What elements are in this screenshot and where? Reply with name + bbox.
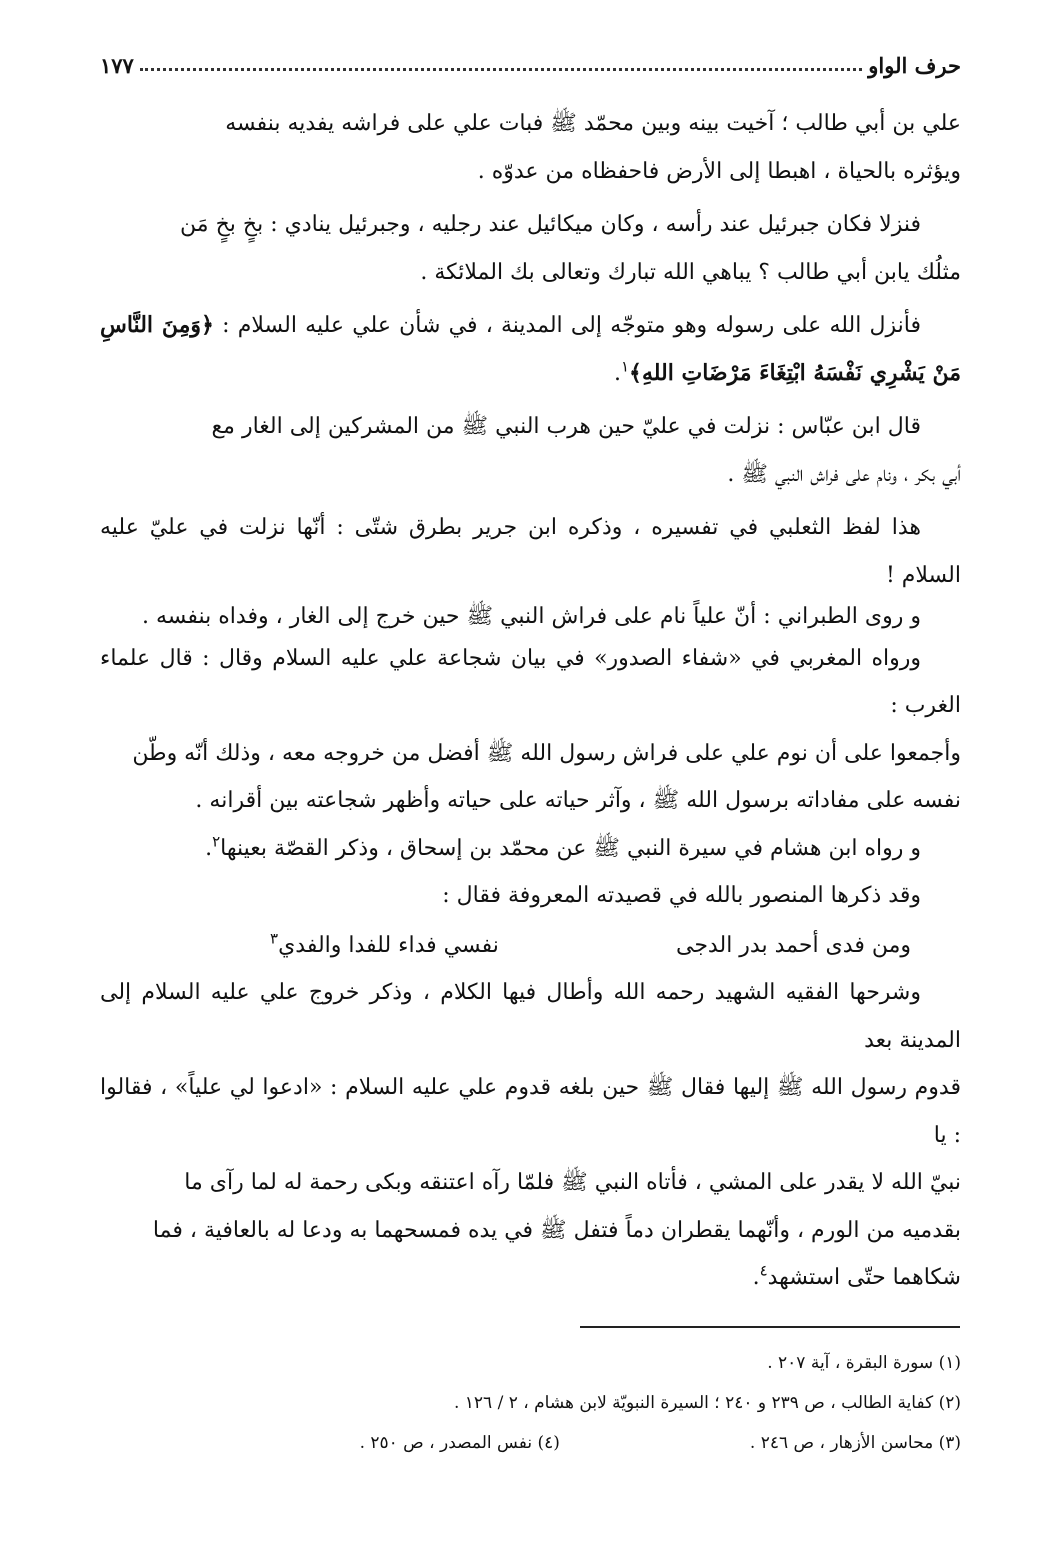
poem-verse xyxy=(100,922,961,970)
paragraph-text: و رواه ابن هشام في سيرة النبي ﷺ عن محمّد بن إسحاق ، وذكر القصّة بعينها xyxy=(220,835,921,861)
footnote-row xyxy=(100,1423,961,1463)
paragraph: فأنزل الله على رسوله وهو متوجّه إلى المدينة ، في شأن علي عليه السلام : ﴿وَمِنَ النَّاسِ مَنْ يَشْرِي نَفْسَهُ ابْتِغَاءَ مَرْضَاتِ اللهِ﴾$^١$. xyxy=(100,312,961,386)
paragraph: ويؤثره بالحياة ، اهبطا إلى الأرض فاحفظاه من عدوّه . xyxy=(477,158,961,184)
paragraph: بقدميه من الورم ، وأنّهما يقطران دماً فتفل ﷺ في يده فمسحهما به ودعا له بالعافية ، فما xyxy=(152,1217,961,1243)
footnote-separator xyxy=(580,1326,960,1328)
header-dot-leader xyxy=(140,68,862,71)
paragraph: أبي بكر ، ونام على فراش النبي ﷺ . xyxy=(727,461,961,487)
page-number: ١٧٧ xyxy=(100,53,134,78)
paragraph: ورواه المغربي في «شفاء الصدور» في بيان شجاعة علي عليه السلام وقال : قال علماء الغرب : xyxy=(100,645,961,718)
footnote: (٢) كفاية الطالب ، ص ٢٣٩ و ٢٤٠ ؛ السيرة النبويّة لابن هشام ، ٢ / ١٢٦ . xyxy=(453,1393,961,1413)
running-header xyxy=(100,38,961,78)
quran-verse: ﴿وَمِنَ النَّاسِ مَنْ يَشْرِي نَفْسَهُ ابْتِغَاءَ مَرْضَاتِ اللهِ﴾ xyxy=(100,312,961,386)
footnote: (١) سورة البقرة ، آية ٢٠٧ . xyxy=(767,1353,961,1373)
paragraph: فنزلا فكان جبرئيل عند رأسه ، وكان ميكائيل عند رجليه ، وجبرئيل ينادي : بخٍ بخٍ مَن xyxy=(180,212,921,237)
verse-second-hemistich-text: نفسي فداء للفدا والفدي xyxy=(278,932,499,958)
main-text xyxy=(100,100,961,1302)
paragraph: هذا لفظ الثعلبي في تفسيره ، وذكره ابن جرير بطرق شتّى : أنّها نزلت في عليّ عليه السلام ! xyxy=(100,515,961,588)
paragraph: و روى الطبراني : أنّ علياً نام على فراش النبي ﷺ حين خرج إلى الغار ، وفداه بنفسه . xyxy=(141,604,921,629)
footnote: (٤) نفس المصدر ، ص ٢٥٠ . xyxy=(359,1433,560,1453)
verse-first-hemistich: ومن فدى أحمد بدر الدجى xyxy=(676,932,911,958)
verse-second-hemistich xyxy=(270,922,499,970)
footnote-marker: ١ xyxy=(620,357,630,376)
footnote-marker: ٣ xyxy=(270,929,279,948)
paragraph: وشرحها الفقيه الشهيد رحمه الله وأطال فيها الكلام ، وذكر خروج علي عليه السلام إلى المدينة بعد xyxy=(100,980,961,1053)
paragraph-text: شكاهما حتّى استشهد xyxy=(767,1265,961,1290)
paragraph: علي بن أبي طالب ؛ آخيت بينه وبين محمّد ﷺ فبات علي على فراشه يفديه بنفسه xyxy=(225,111,961,136)
paragraph: شكاهما حتّى استشهد$^٤$. xyxy=(752,1261,961,1290)
footnote-marker: ٢ xyxy=(212,832,221,851)
paragraph: قدوم رسول الله ﷺ إليها فقال ﷺ حين بلغه قدوم علي عليه السلام : «ادعوا لي علياً» ، فقالوا : يا xyxy=(100,1075,961,1148)
chapter-title: حرف الواو xyxy=(868,53,961,78)
footnote-marker: ٤ xyxy=(759,1261,768,1280)
paragraph: نفسه على مفاداته برسول الله ﷺ ، وآثر حياته على حياته وأظهر شجاعته بين أقرانه . xyxy=(195,788,961,813)
footnotes xyxy=(100,1343,961,1463)
paragraph: نبيّ الله لا يقدر على المشي ، فأتاه النبي ﷺ فلمّا رآه اعتنقه وبكى رحمة له لما رآى ما xyxy=(184,1170,961,1195)
paragraph: وقد ذكرها المنصور بالله في قصيدته المعروفة فقال : xyxy=(442,883,921,908)
paragraph: و رواه ابن هشام في سيرة النبي ﷺ عن محمّد بن إسحاق ، وذكر القصّة بعينها$^٢$. xyxy=(205,832,921,861)
paragraph-text: فأنزل الله على رسوله وهو متوجّه إلى المدينة ، في شأن علي عليه السلام : xyxy=(222,313,922,338)
footnote: (٣) محاسن الأزهار ، ص ٢٤٦ . xyxy=(749,1433,961,1453)
paragraph: وأجمعوا على أن نوم علي على فراش رسول الله ﷺ أفضل من خروجه معه ، وذلك أنّه وطّن xyxy=(132,740,961,766)
paragraph: قال ابن عبّاس : نزلت في عليّ حين هرب النبي ﷺ من المشركين إلى الغار مع xyxy=(211,414,921,439)
paragraph: مثلُك يابن أبي طالب ؟ يباهي الله تبارك وتعالى بك الملائكة . xyxy=(420,259,961,285)
